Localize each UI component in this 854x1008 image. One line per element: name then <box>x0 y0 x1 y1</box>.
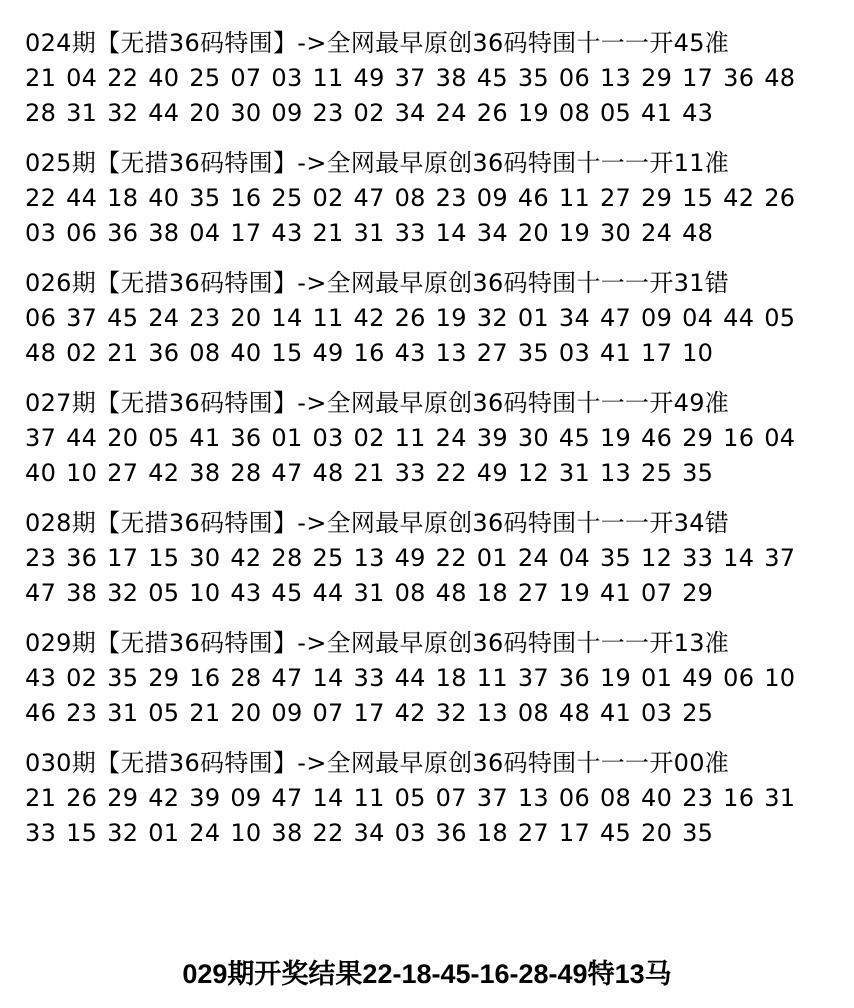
number-row: 47 38 32 05 10 43 45 44 31 08 48 18 27 19 41 07 29 <box>25 579 714 607</box>
number-row: 33 15 32 01 24 10 38 22 34 03 36 18 27 17 45 20 35 <box>25 819 714 847</box>
period-block-028 <box>25 506 845 626</box>
period-header: 029期【无措36码特围】->全网最早原创36码特围十一一开13准 <box>25 629 730 657</box>
period-header: 027期【无措36码特围】->全网最早原创36码特围十一一开49准 <box>25 389 730 417</box>
period-header: 028期【无措36码特围】->全网最早原创36码特围十一一开34错 <box>25 509 730 537</box>
period-header: 026期【无措36码特围】->全网最早原创36码特围十一一开31错 <box>25 269 730 297</box>
period-block-030 <box>25 746 845 866</box>
period-block-026 <box>25 266 845 386</box>
period-block-025 <box>25 146 845 266</box>
period-block-027 <box>25 386 845 506</box>
period-list <box>25 26 845 866</box>
number-row: 46 23 31 05 21 20 09 07 17 42 32 13 08 48 41 03 25 <box>25 699 714 727</box>
number-row: 06 37 45 24 23 20 14 11 42 26 19 32 01 34 47 09 04 44 05 <box>25 304 796 332</box>
number-row: 43 02 35 29 16 28 47 14 33 44 18 11 37 36 19 01 49 06 10 <box>25 664 796 692</box>
number-row: 48 02 21 36 08 40 15 49 16 43 13 27 35 03 41 17 10 <box>25 339 714 367</box>
number-row: 21 26 29 42 39 09 47 14 11 05 07 37 13 06 08 40 23 16 31 <box>25 784 796 812</box>
number-row: 23 36 17 15 30 42 28 25 13 49 22 01 24 04 35 12 33 14 37 <box>25 544 796 572</box>
number-row: 40 10 27 42 38 28 47 48 21 33 22 49 12 31 13 25 35 <box>25 459 714 487</box>
period-header: 024期【无措36码特围】->全网最早原创36码特围十一一开45准 <box>25 29 730 57</box>
number-row: 21 04 22 40 25 07 03 11 49 37 38 45 35 06 13 29 17 36 48 <box>25 64 796 92</box>
period-header: 030期【无措36码特围】->全网最早原创36码特围十一一开00准 <box>25 749 730 777</box>
period-block-024 <box>25 26 845 146</box>
number-row: 03 06 36 38 04 17 43 21 31 33 14 34 20 19 30 24 48 <box>25 219 714 247</box>
draw-result-footer: 029期开奖结果22-18-45-16-28-49特13马 <box>182 959 672 989</box>
period-block-029 <box>25 626 845 746</box>
number-row: 28 31 32 44 20 30 09 23 02 34 24 26 19 08 05 41 43 <box>25 99 714 127</box>
number-row: 22 44 18 40 35 16 25 02 47 08 23 09 46 11 27 29 15 42 26 <box>25 184 796 212</box>
period-header: 025期【无措36码特围】->全网最早原创36码特围十一一开11准 <box>25 149 730 177</box>
number-row: 37 44 20 05 41 36 01 03 02 11 24 39 30 45 19 46 29 16 04 <box>25 424 796 452</box>
